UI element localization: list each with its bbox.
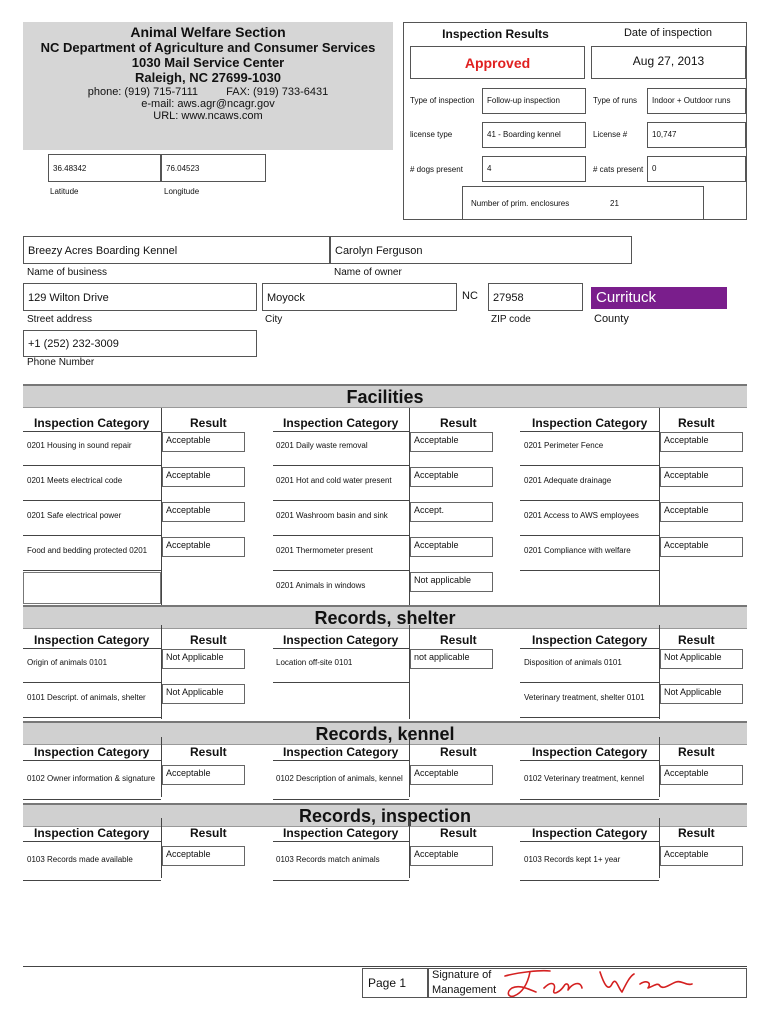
row-divider — [520, 535, 659, 536]
header-underline — [520, 760, 659, 761]
category-label: Location off-site 0101 — [276, 658, 353, 667]
category-label: 0103 Records match animals — [276, 855, 380, 864]
enclosures-value: 21 — [610, 199, 619, 208]
phone-number-field[interactable] — [23, 330, 257, 357]
category-column-header: Inspection Category — [532, 633, 648, 647]
column-divider — [659, 625, 660, 719]
result-field[interactable]: not applicable — [410, 649, 493, 669]
inspection-results-field[interactable] — [410, 46, 585, 79]
header-underline — [273, 841, 409, 842]
result-field[interactable]: Not applicable — [410, 572, 493, 592]
type-of-inspection-label: Type of inspection — [410, 96, 475, 105]
latitude-value: 36.48342 — [53, 164, 87, 173]
enclosures-label: Number of prim. enclosures — [471, 199, 570, 208]
result-field[interactable]: Acceptable — [660, 765, 743, 785]
category-label: 0201 Hot and cold water present — [276, 476, 392, 485]
dogs-present-value: 4 — [487, 164, 492, 173]
type-of-inspection-value: Follow-up inspection — [487, 96, 560, 105]
result-field[interactable]: Acceptable — [162, 432, 245, 452]
section-title-records_shelter: Records, shelter — [23, 605, 747, 629]
enclosures-field[interactable] — [462, 186, 704, 220]
result-column-header: Result — [190, 416, 227, 430]
result-column-header: Result — [190, 633, 227, 647]
agency-line3: 1030 Mail Service Center — [131, 55, 285, 70]
category-label: Food and bedding protected 0201 — [27, 546, 148, 555]
license-number-field[interactable] — [647, 122, 746, 148]
county-field[interactable] — [591, 287, 727, 309]
street-address-field[interactable] — [23, 283, 257, 311]
street-address-label: Street address — [27, 314, 93, 325]
row-divider — [520, 465, 659, 466]
header-underline — [23, 648, 161, 649]
result-field[interactable]: Acceptable — [410, 537, 493, 557]
result-field[interactable]: Accept. — [410, 502, 493, 522]
category-column-header: Inspection Category — [34, 826, 150, 840]
state-value: NC — [462, 290, 478, 302]
agency-fax: FAX: (919) 733-6431 — [226, 86, 329, 98]
row-divider — [273, 465, 409, 466]
street-address-value: 129 Wilton Drive — [28, 292, 109, 304]
category-label: 0201 Compliance with welfare — [524, 546, 631, 555]
row-divider — [273, 799, 409, 800]
column-divider — [409, 625, 410, 719]
signature-label-1: Signature of — [432, 969, 492, 981]
row-divider — [23, 717, 161, 718]
latitude-field[interactable] — [48, 154, 161, 182]
business-name-value: Breezy Acres Boarding Kennel — [28, 245, 178, 257]
result-column-header: Result — [440, 826, 477, 840]
owner-name-field[interactable] — [330, 236, 632, 264]
row-divider — [520, 500, 659, 501]
row-divider — [23, 799, 161, 800]
cats-present-label: # cats present — [593, 165, 644, 174]
result-column-header: Result — [440, 633, 477, 647]
row-divider — [520, 570, 659, 571]
business-name-label: Name of business — [27, 267, 108, 278]
phone-number-label: Phone Number — [27, 357, 95, 368]
license-type-label: license type — [410, 130, 453, 139]
row-divider — [23, 880, 161, 881]
category-label: 0201 Meets electrical code — [27, 476, 123, 485]
header-underline — [520, 431, 659, 432]
category-label: 0103 Records made available — [27, 855, 133, 864]
result-field[interactable]: Not Applicable — [660, 684, 743, 704]
result-column-header: Result — [190, 826, 227, 840]
result-field[interactable]: Acceptable — [660, 467, 743, 487]
result-field[interactable]: Acceptable — [162, 765, 245, 785]
result-column-header: Result — [440, 416, 477, 430]
longitude-field[interactable] — [161, 154, 266, 182]
city-field[interactable] — [262, 283, 457, 311]
row-divider — [23, 570, 161, 571]
header-underline — [273, 431, 409, 432]
zip-code-label: ZIP code — [491, 314, 531, 325]
header-underline — [273, 760, 409, 761]
result-column-header: Result — [440, 745, 477, 759]
cats-present-field[interactable] — [647, 156, 746, 182]
result-column-header: Result — [678, 416, 715, 430]
category-label: 0103 Records kept 1+ year — [524, 855, 621, 864]
license-type-field[interactable] — [482, 122, 586, 148]
section-title-records_inspection: Records, inspection — [23, 803, 747, 827]
category-label: 0201 Daily waste removal — [276, 441, 368, 450]
license-number-value: 10,747 — [652, 130, 677, 139]
category-column-header: Inspection Category — [283, 745, 399, 759]
county-label: County — [594, 313, 629, 325]
header-underline — [23, 841, 161, 842]
category-label: 0102 Veterinary treatment, kennel — [524, 774, 645, 783]
empty-cell — [23, 572, 161, 604]
date-of-inspection-field[interactable] — [591, 46, 746, 79]
row-divider — [273, 500, 409, 501]
section-title-records_kennel: Records, kennel — [23, 721, 747, 745]
result-field[interactable]: Acceptable — [162, 846, 245, 866]
inspection-results-label: Inspection Results — [442, 27, 549, 41]
date-of-inspection-value: Aug 27, 2013 — [632, 54, 705, 68]
type-of-runs-label: Type of runs — [593, 96, 638, 105]
city-label: City — [265, 314, 283, 325]
header-underline — [23, 431, 161, 432]
section-title-facilities: Facilities — [23, 384, 747, 408]
category-label: Disposition of animals 0101 — [524, 658, 622, 667]
row-divider — [520, 799, 659, 800]
agency-line2: NC Department of Agriculture and Consumer Services — [40, 40, 376, 55]
category-column-header: Inspection Category — [34, 745, 150, 759]
longitude-value: 76.04523 — [166, 164, 200, 173]
category-label: 0201 Washroom basin and sink — [276, 511, 388, 520]
row-divider — [520, 717, 659, 718]
category-label: 0201 Adequate drainage — [524, 476, 612, 485]
result-field[interactable]: Acceptable — [660, 432, 743, 452]
page-number: Page 1 — [368, 976, 407, 990]
owner-name-value: Carolyn Ferguson — [335, 245, 423, 257]
agency-line1: Animal Welfare Section — [130, 24, 286, 40]
header-underline — [273, 648, 409, 649]
row-divider — [23, 500, 161, 501]
result-field[interactable]: Not Applicable — [162, 649, 245, 669]
category-column-header: Inspection Category — [532, 416, 648, 430]
category-label: 0201 Safe electrical power — [27, 511, 122, 520]
row-divider — [520, 682, 659, 683]
category-label: 0102 Owner information & signature — [27, 774, 156, 783]
header-underline — [23, 760, 161, 761]
category-column-header: Inspection Category — [283, 633, 399, 647]
result-field[interactable]: Acceptable — [410, 467, 493, 487]
result-column-header: Result — [678, 633, 715, 647]
category-label: 0201 Access to AWS employees — [524, 511, 639, 520]
row-divider — [273, 570, 409, 571]
header-underline — [520, 841, 659, 842]
agency-email: e-mail: aws.agr@ncagr.gov — [141, 98, 275, 110]
license-number-label: License # — [593, 130, 628, 139]
phone-number-value: +1 (252) 232-3009 — [28, 338, 119, 350]
category-label: 0201 Housing in sound repair — [27, 441, 132, 450]
category-column-header: Inspection Category — [283, 416, 399, 430]
result-field[interactable]: Acceptable — [660, 846, 743, 866]
category-label: 0201 Animals in windows — [276, 581, 366, 590]
result-field[interactable]: Not Applicable — [162, 684, 245, 704]
row-divider — [23, 535, 161, 536]
type-of-runs-value: Indoor + Outdoor runs — [652, 96, 731, 105]
cats-present-value: 0 — [652, 164, 657, 173]
result-field[interactable]: Not Applicable — [660, 649, 743, 669]
agency-header — [23, 22, 393, 150]
agency-url: URL: www.ncaws.com — [153, 110, 263, 122]
result-field[interactable]: Acceptable — [162, 467, 245, 487]
category-column-header: Inspection Category — [532, 745, 648, 759]
license-type-value: 41 - Boarding kennel — [487, 130, 561, 139]
category-column-header: Inspection Category — [34, 416, 150, 430]
category-column-header: Inspection Category — [283, 826, 399, 840]
category-label: 0102 Description of animals, kennel — [276, 774, 403, 783]
result-field[interactable]: Acceptable — [410, 432, 493, 452]
column-divider — [161, 625, 162, 719]
result-column-header: Result — [678, 826, 715, 840]
agency-line4: Raleigh, NC 27699-1030 — [135, 70, 281, 85]
result-column-header: Result — [190, 745, 227, 759]
category-label: 0201 Perimeter Fence — [524, 441, 604, 450]
row-divider — [23, 682, 161, 683]
header-underline — [520, 648, 659, 649]
result-field[interactable]: Acceptable — [410, 765, 493, 785]
signature-icon — [500, 962, 700, 1002]
latitude-label: Latitude — [50, 187, 79, 196]
zip-code-field[interactable] — [488, 283, 583, 311]
type-of-inspection-field[interactable] — [482, 88, 586, 114]
city-value: Moyock — [267, 292, 305, 304]
category-label: 0201 Thermometer present — [276, 546, 373, 555]
category-column-header: Inspection Category — [532, 826, 648, 840]
signature-label-2: Management — [432, 984, 497, 996]
date-of-inspection-label: Date of inspection — [623, 27, 713, 39]
result-field[interactable]: Acceptable — [410, 846, 493, 866]
result-field[interactable]: Acceptable — [162, 502, 245, 522]
category-column-header: Inspection Category — [34, 633, 150, 647]
row-divider — [23, 465, 161, 466]
result-column-header: Result — [678, 745, 715, 759]
zip-code-value: 27958 — [493, 292, 524, 304]
row-divider — [273, 682, 409, 683]
county-value: Currituck — [596, 289, 657, 306]
row-divider — [273, 880, 409, 881]
owner-name-label: Name of owner — [334, 267, 402, 278]
category-label: Origin of animals 0101 — [27, 658, 108, 667]
row-divider — [273, 535, 409, 536]
inspection-results-value: Approved — [464, 55, 531, 71]
business-name-field[interactable] — [23, 236, 330, 264]
category-label: Veterinary treatment, shelter 0101 — [524, 693, 645, 702]
dogs-present-field[interactable] — [482, 156, 586, 182]
type-of-runs-field[interactable] — [647, 88, 746, 114]
result-field[interactable]: Acceptable — [162, 537, 245, 557]
result-field[interactable]: Acceptable — [660, 502, 743, 522]
dogs-present-label: # dogs present — [410, 165, 463, 174]
row-divider — [520, 880, 659, 881]
agency-phone: phone: (919) 715-7111 — [87, 86, 199, 98]
category-label: 0101 Descript. of animals, shelter — [27, 693, 146, 702]
result-field[interactable]: Acceptable — [660, 537, 743, 557]
longitude-label: Longitude — [164, 187, 200, 196]
